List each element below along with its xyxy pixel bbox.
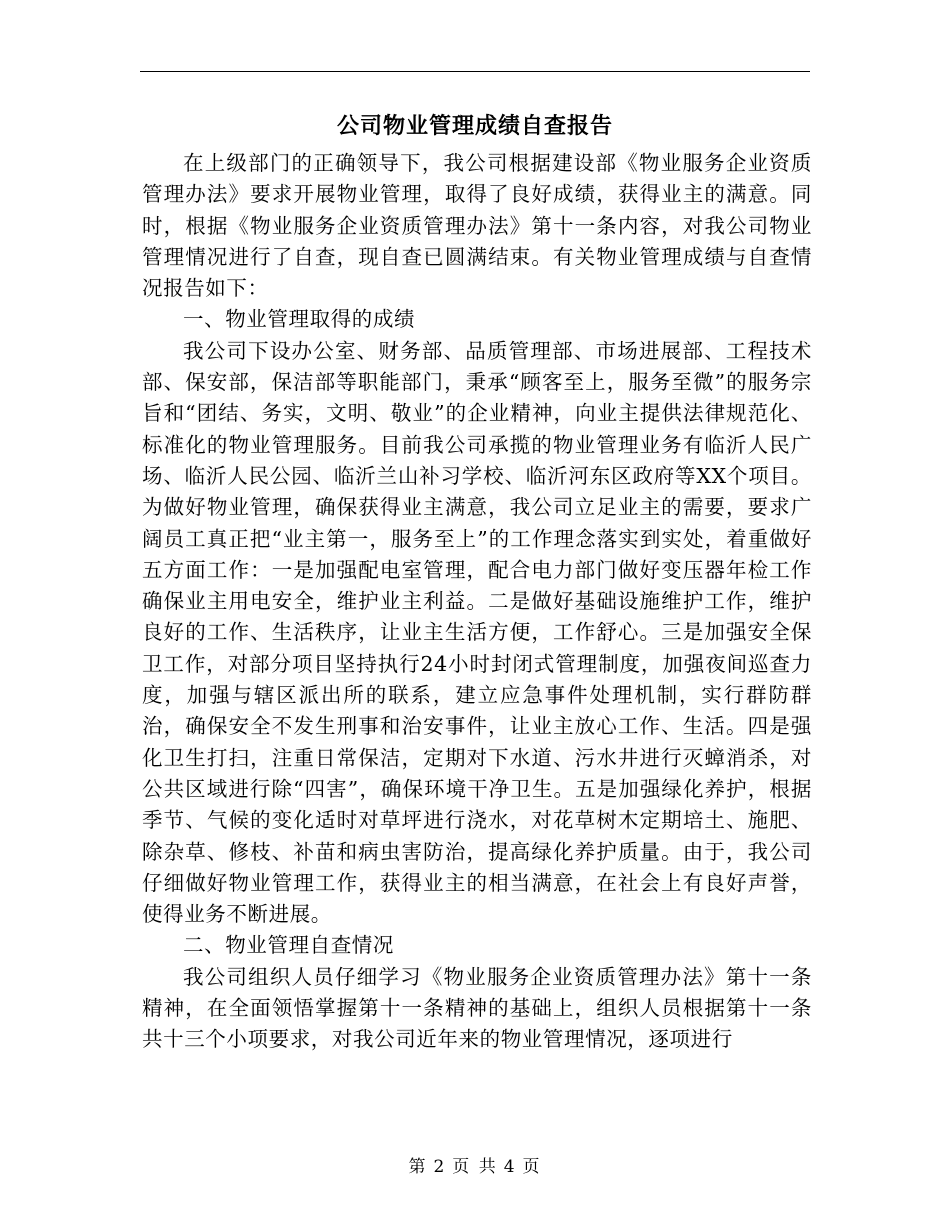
section-heading-self-check: 二、物业管理自查情况: [183, 933, 394, 958]
document-title: 公司物业管理成绩自查报告: [336, 113, 613, 139]
paragraph-achievements: 我公司下设办公室、财务部、品质管理部、市场进展部、工程技术部、保安部，保洁部等职能部门，秉承“顾客至上，服务至微”的服务宗旨和“团结、务实，文明、敬业”的企业精神，向业主提供法律规范化、标准化的物业管理服务。目前我公司承揽的物业管理业务有临沂人民广场、临沂人民公园、临沂兰山补习学校、临沂河东区政府等XX个项目。为做好物业管理，确保获得业主满意，我公司立足业主的需要，要求广阔员工真正把“业主第一，服务至上”的工作理念落实到实处，着重做好五方面工作：一是加强配电室管理，配合电力部门做好变压器年检工作确保业主用电安全，维护业主利益。二是做好基础设施维护工作，维护良好的工作、生活秩序，让业主生活方便，工作舒心。三是加强安全保卫工作，对部分项目坚持执行24小时封闭式管理制度，加强夜间巡查力度，加强与辖区派出所的联系，建立应急事件处理机制，实行群防群治，确保安全不发生刑事和治安事件，让业主放心工作、生活。四是强化卫生打扫，注重日常保洁，定期对下水道、污水井进行灭蟑消杀，对公共区域进行除“四害”，确保环境干净卫生。五是加强绿化养护，根据季节、气候的变化适时对草坪进行浇水，对花草树木定期培土、施肥、除杂草、修枝、补苗和病虫害防治，提高绿化养护质量。由于，我公司仔细做好物业管理工作，获得业主的相当满意，在社会上有良好声誉，使得业务不断进展。: [142, 338, 812, 927]
footer-prefix: 第: [408, 1157, 428, 1177]
header-rule: [140, 71, 810, 72]
paragraph-intro: 在上级部门的正确领导下，我公司根据建设部《物业服务企业资质管理办法》要求开展物业管理，取得了良好成绩，获得业主的满意。同时，根据《物业服务企业资质管理办法》第十一条内容，对我公司物业管理情况进行了自查，现自查已圆满结束。有关物业管理成绩与自查情况报告如下：: [142, 151, 812, 301]
footer-suffix: 页: [522, 1157, 542, 1177]
footer-mid: 页 共: [452, 1157, 498, 1177]
section-heading-achievements: 一、物业管理取得的成绩: [183, 307, 416, 332]
page-footer: [0, 1152, 950, 1177]
footer-total-pages: 4: [503, 1157, 517, 1177]
footer-current-page: 2: [433, 1157, 447, 1177]
document-body: [142, 148, 812, 1056]
paragraph-self-check: 我公司组织人员仔细学习《物业服务企业资质管理办法》第十一条精神，在全面领悟掌握第十一条精神的基础上，组织人员根据第十一条共十三个小项要求，对我公司近年来的物业管理情况，逐项进行: [142, 964, 812, 1052]
